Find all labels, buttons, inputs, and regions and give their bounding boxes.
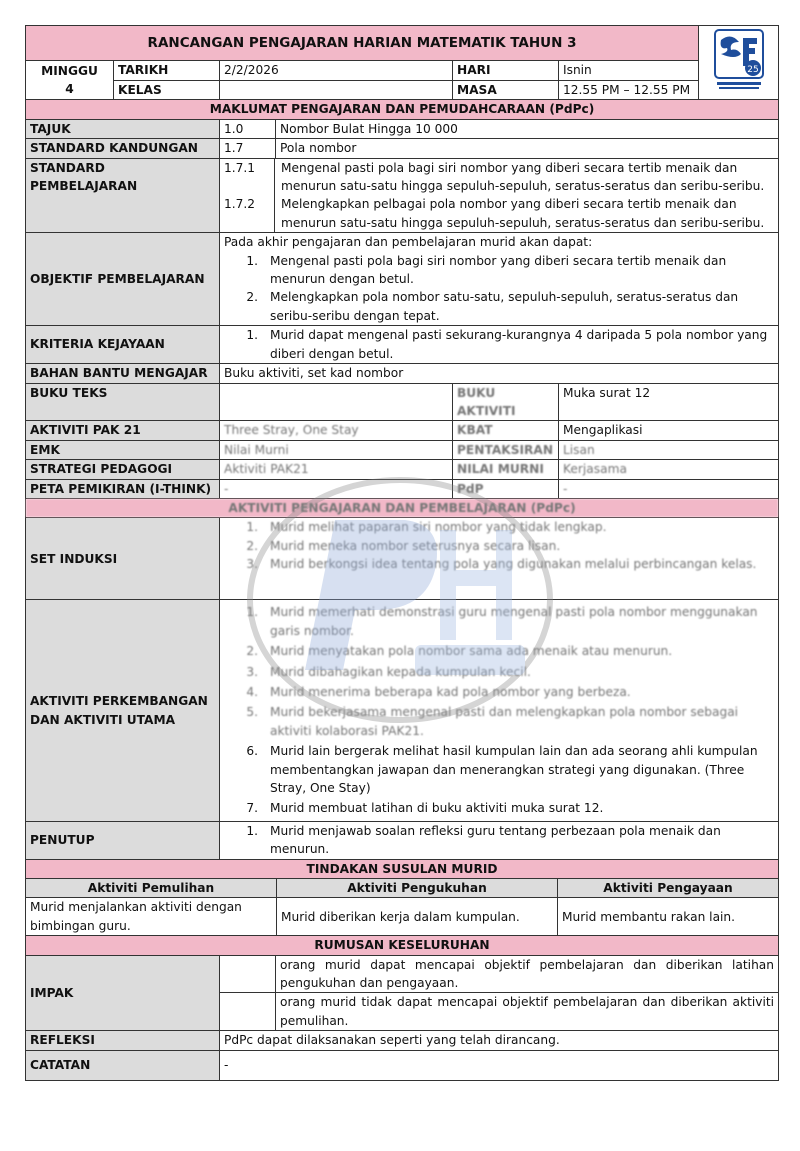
impak-text-1: orang murid dapat mencapai objektif pembelajaran dan diberikan latihan pengukuhan dan pengayaan. — [276, 955, 779, 993]
refleksi-value: PdPc dapat dilaksanakan seperti yang telah dirancang. — [220, 1031, 779, 1050]
list-item: 6. Murid lain bergerak melihat hasil kumpulan lain dan ada seorang ahli kumpulan membentangkan jawapan dan menerangkan strategi yang digunakan. (Three Stray, One Stay) — [246, 744, 758, 795]
induksi-list — [224, 518, 774, 573]
sp-label: STANDARD PEMBELAJARAN — [26, 158, 220, 233]
emk-value: Nilai Murni — [220, 440, 453, 459]
minggu-value: 4 — [65, 82, 74, 97]
kriteria-label: KRITERIA KEJAYAAN — [26, 326, 220, 364]
bukuteks-value — [220, 383, 453, 421]
tindakan-table — [25, 859, 779, 937]
peta-label: PETA PEMIKIRAN (I-THINK) — [26, 479, 220, 498]
nilai-label: NILAI MURNI — [453, 460, 559, 479]
sp-item — [224, 195, 778, 232]
penutup-content — [220, 821, 779, 859]
pentaksiran-value: Lisan — [559, 440, 779, 459]
perkembangan-label: AKTIVITI PERKEMBANGAN DAN AKTIVITI UTAMA — [26, 600, 220, 821]
tarikh-label: TARIKH — [114, 61, 220, 81]
rph-document — [25, 25, 778, 1081]
hari-label: HARI — [453, 61, 559, 81]
induksi-label: SET INDUKSI — [26, 518, 220, 600]
pengayaan-value: Murid membantu rakan lain. — [558, 898, 779, 936]
objektif-content — [220, 233, 779, 326]
pemulihan-header: Aktiviti Pemulihan — [26, 879, 277, 898]
objektif-label: OBJEKTIF PEMBELAJARAN — [26, 233, 220, 326]
objektif-list — [224, 252, 774, 326]
sk-value: Pola nombor — [276, 139, 779, 158]
page-title: RANCANGAN PENGAJARAN HARIAN MATEMATIK TAHUN 3 — [26, 26, 699, 61]
induksi-content — [220, 518, 779, 600]
pengukuhan-value: Murid diberikan kerja dalam kumpulan. — [277, 898, 558, 936]
rumusan-table — [25, 935, 779, 1080]
maklumat-heading: MAKLUMAT PENGAJARAN DAN PEMUDAHCARAAN (PdPc) — [26, 100, 779, 119]
pak21-value: Three Stray, One Stay — [220, 421, 453, 440]
bukuteks-label: BUKU TEKS — [26, 383, 220, 421]
tindakan-heading: TINDAKAN SUSULAN MURID — [26, 859, 779, 878]
emk-label: EMK — [26, 440, 220, 459]
pentaksiran-label: PENTAKSIRAN — [453, 440, 559, 459]
perkembangan-content — [220, 600, 779, 821]
main-table — [25, 99, 779, 859]
svg-text:25: 25 — [746, 65, 759, 75]
refleksi-label: REFLEKSI — [26, 1031, 220, 1050]
sp-code: 1.7.1 — [224, 160, 256, 175]
masa-value: 12.55 PM – 12.55 PM — [559, 81, 699, 100]
bbm-value: Buku aktiviti, set kad nombor — [220, 364, 779, 383]
pengayaan-header: Aktiviti Pengayaan — [558, 879, 779, 898]
tajuk-label: TAJUK — [26, 119, 220, 138]
list-item: 4. Murid menerima beberapa kad pola nombor yang berbeza. — [246, 684, 631, 699]
list-item: 2. Melengkapkan pola nombor satu-satu, sepuluh-sepuluh, seratus-seratus dan seribu-seribu dengan tepat. — [246, 290, 739, 323]
sp-text: Mengenal pasti pola bagi siri nombor yang diberi secara tertib menaik dan menurun satu-satu hingga sepuluh-sepuluh, seratus-seratus dan seribu-seribu. — [274, 159, 778, 196]
list-item: 3. Murid dibahagikan kepada kumpulan kecil. — [246, 664, 531, 679]
nilai-value: Kerjasama — [559, 460, 779, 479]
pak21-label: AKTIVITI PAK 21 — [26, 421, 220, 440]
school-logo — [699, 26, 779, 100]
pdp-label: PdP — [453, 479, 559, 498]
perkembangan-list — [224, 603, 774, 817]
list-item: 1. Mengenal pasti pola bagi siri nombor yang diberi secara tertib menaik dan menurun dengan betul. — [246, 253, 727, 287]
impak-count-2 — [220, 993, 276, 1031]
kriteria-content — [220, 326, 779, 364]
list-item: 1. Murid menjawab soalan refleksi guru tentang perbezaan pola menaik dan menurun. — [246, 823, 721, 857]
minggu-cell — [26, 61, 114, 100]
impak-label: IMPAK — [26, 955, 220, 1031]
list-item: 1. Murid melihat paparan siri nombor yang tidak lengkap. — [246, 520, 607, 535]
aktiviti-heading: AKTIVITI PENGAJARAN DAN PEMBELAJARAN (PdPc) — [26, 498, 779, 517]
kbat-value: Mengaplikasi — [559, 421, 779, 440]
list-item: 1. Murid memerhati demonstrasi guru mengenal pasti pola nombor menggunakan garis nombor. — [246, 605, 758, 638]
masa-label: MASA — [453, 81, 559, 100]
impak-text-2: orang murid tidak dapat mencapai objektif pembelajaran dan diberikan aktiviti pemulihan. — [276, 993, 779, 1031]
bbm-label: BAHAN BANTU MENGAJAR — [26, 364, 220, 383]
logo-icon — [709, 26, 769, 94]
pemulihan-value: Murid menjalankan aktiviti dengan bimbingan guru. — [26, 898, 277, 936]
strategi-value: Aktiviti PAK21 — [220, 460, 453, 479]
pengukuhan-header: Aktiviti Pengukuhan — [277, 879, 558, 898]
sk-label: STANDARD KANDUNGAN — [26, 139, 220, 158]
penutup-label: PENUTUP — [26, 821, 220, 859]
list-item: 2. Murid menyatakan pola nombor sama ada menaik atau menurun. — [246, 644, 673, 659]
sp-item — [224, 159, 778, 196]
objektif-intro: Pada akhir pengajaran dan pembelajaran murid akan dapat: — [224, 235, 593, 250]
catatan-value: - — [220, 1050, 779, 1080]
kbat-label: KBAT — [453, 421, 559, 440]
strategi-label: STRATEGI PEDAGOGI — [26, 460, 220, 479]
sp-code: 1.7.2 — [224, 197, 256, 212]
minggu-label: MINGGU — [41, 63, 98, 78]
pdp-value: - — [559, 479, 779, 498]
penutup-list — [224, 822, 774, 859]
tarikh-value: 2/2/2026 — [220, 61, 453, 81]
catatan-label: CATATAN — [26, 1050, 220, 1080]
list-item: 1. Murid dapat mengenal pasti sekurang-kurangnya 4 daripada 5 pola nombor yang diberi dengan betul. — [246, 328, 768, 361]
kelas-label: KELAS — [114, 81, 220, 100]
list-item: 7. Murid membuat latihan di buku aktiviti muka surat 12. — [246, 801, 604, 816]
tajuk-code: 1.0 — [220, 119, 276, 138]
peta-value: - — [220, 479, 453, 498]
hari-value: Isnin — [559, 61, 699, 81]
list-item: 2. Murid meneka nombor seterusnya secara lisan. — [246, 538, 561, 553]
list-item: 5. Murid bekerjasama mengenal pasti dan melengkapkan pola nombor sebagai aktiviti kolaborasi PAK21. — [246, 705, 739, 738]
sp-content — [220, 158, 779, 233]
list-item: 3. Murid berkongsi idea tentang pola yang digunakan melalui perbincangan kelas. — [246, 557, 757, 572]
bukuaktiviti-label: BUKU AKTIVITI — [453, 383, 559, 421]
sk-code: 1.7 — [220, 139, 276, 158]
bukuaktiviti-value: Muka surat 12 — [559, 383, 779, 421]
header-table — [25, 25, 779, 100]
sp-text: Melengkapkan pelbagai pola nombor yang diberi secara tertib menaik dan menurun satu-satu hingga sepuluh-sepuluh, seratus-seratus dan seribu-seribu. — [274, 195, 778, 232]
kelas-value — [220, 81, 453, 100]
kriteria-list — [224, 326, 774, 363]
impak-count-1 — [220, 955, 276, 993]
rumusan-heading: RUMUSAN KESELURUHAN — [26, 936, 779, 955]
tajuk-value: Nombor Bulat Hingga 10 000 — [276, 119, 779, 138]
